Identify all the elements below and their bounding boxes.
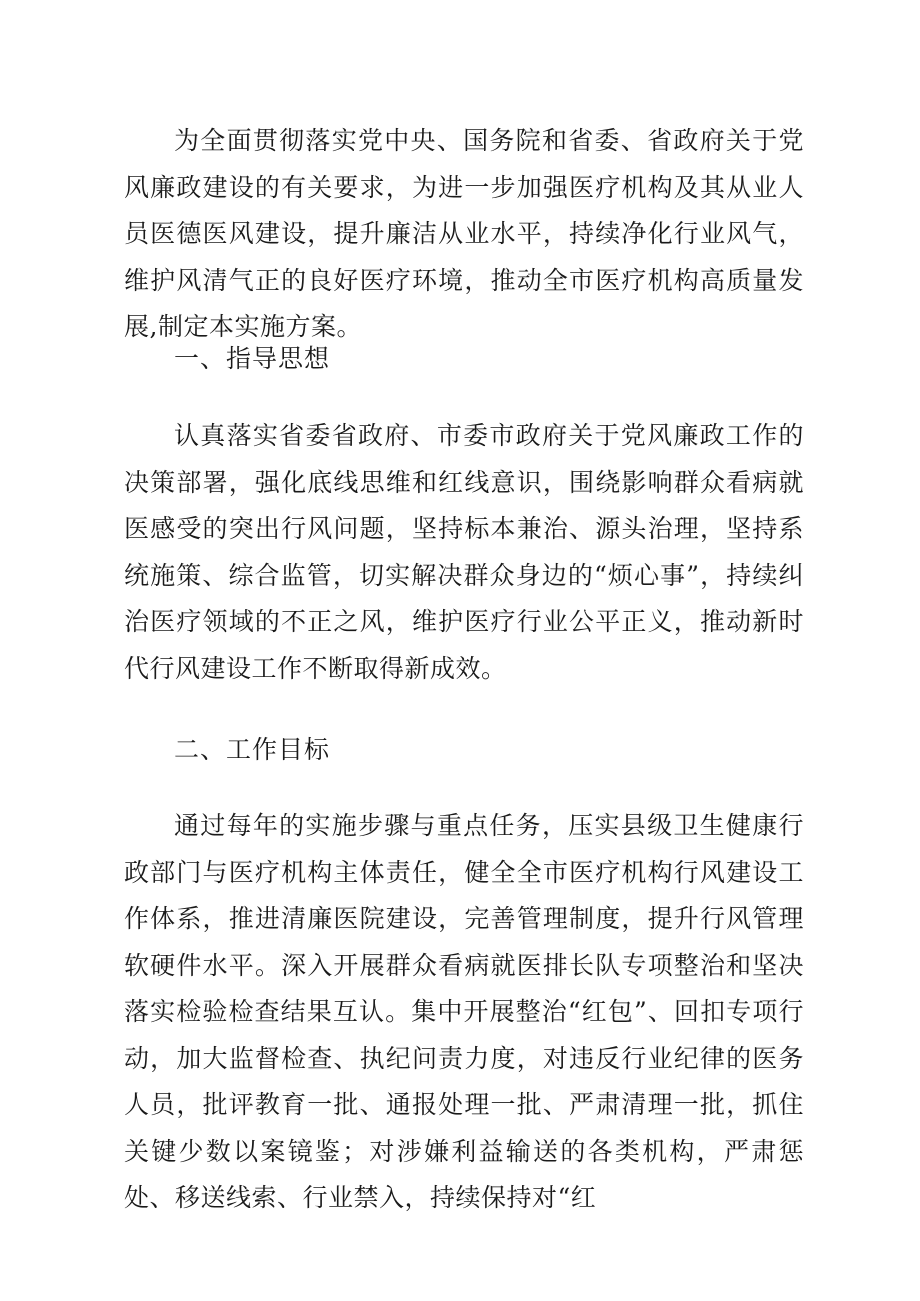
section-heading-guiding-ideology: 一、指导思想 bbox=[174, 344, 331, 373]
intro-paragraph: 为全面贯彻落实党中央、国务院和省委、省政府关于党风廉政建设的有关要求，为进一步加强医疗机构及其从业人员医德医风建设，提升廉洁从业水平，持续净化行业风气，维护风清气正的良好医疗环境，推动全市医疗机构高质量发展,制定本实施方案。 bbox=[124, 126, 804, 341]
work-goals-paragraph: 通过每年的实施步骤与重点任务，压实县级卫生健康行政部门与医疗机构主体责任，健全全市医疗机构行风建设工作体系，推进清廉医院建设，完善管理制度，提升行风管理软硬件水平。深入开展群众看病就医排长队专项整治和坚决落实检验检查结果互认。集中开展整治“红包”、回扣专项行动，加大监督检查、执纪问责力度，对违反行业纪律的医务人员，批评教育一批、通报处理一批、严肃清理一批，抓住关键少数以案镜鉴；对涉嫌利益输送的各类机构，严肃惩处、移送线索、行业禁入，持续保持对“红 bbox=[124, 811, 804, 1212]
section-heading-work-goals: 二、工作目标 bbox=[174, 735, 331, 764]
guiding-ideology-paragraph: 认真落实省委省政府、市委市政府关于党风廉政工作的决策部署，强化底线思维和红线意识，围绕影响群众看病就医感受的突出行风问题，坚持标本兼治、源头治理，坚持系统施策、综合监管，切实解决群众身边的“烦心事”，持续纠治医疗领域的不正之风，维护医疗行业公平正义，推动新时代行风建设工作不断取得新成效。 bbox=[124, 421, 804, 683]
